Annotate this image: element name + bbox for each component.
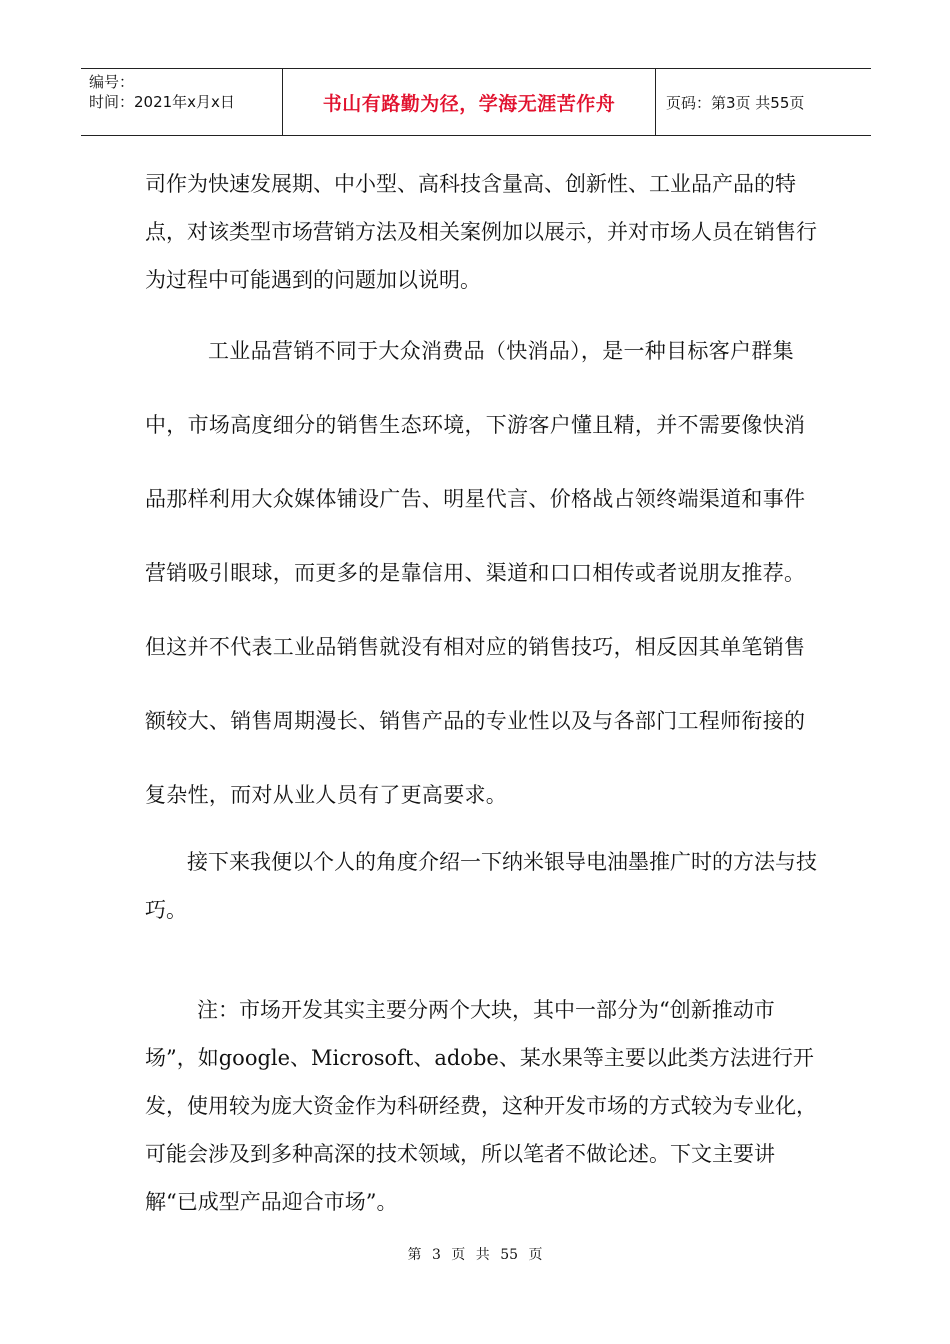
document-date: 时间：2021年x月x日 bbox=[89, 93, 235, 111]
header-motto: 书山有路勤为径，学海无涯苦作舟 bbox=[283, 69, 656, 135]
note-paragraph: 注：市场开发其实主要分两个大块，其中一部分为“创新推动市场”，如google、Microsoft、adobe、某水果等主要以此类方法进行开发，使用较为庞大资金作为科研经费，这种开发市场的方式较为专业化，可能会涉及到多种高深的技术领域，所以笔者不做论述。下文主要讲解“已成型产品迎合市场”。 bbox=[145, 998, 817, 1214]
page-footer: 第 3 页 共 55 页 bbox=[407, 1247, 543, 1263]
header-meta bbox=[81, 69, 283, 135]
document-number-label: 编号： bbox=[89, 73, 135, 91]
header-page-info: 页码：第3页 共55页 bbox=[666, 93, 805, 112]
page-header bbox=[81, 68, 871, 136]
paragraph: 接下来我便以个人的角度介绍一下纳米银导电油墨推广时的方法与技巧。 bbox=[145, 850, 817, 922]
paragraph: 工业品营销不同于大众消费品（快消品），是一种目标客户群集中，市场高度细分的销售生态环境，下游客户懂且精，并不需要像快消品那样利用大众媒体铺设广告、明星代言、价格战占领终端渠道和事件营销吸引眼球，而更多的是靠信用、渠道和口口相传或者说朋友推荐。但这并不代表工业品销售就没有相对应的销售技巧，相反因其单笔销售额较大、销售周期漫长、销售产品的专业性以及与各部门工程师衔接的复杂性，而对从业人员有了更高要求。 bbox=[145, 339, 806, 807]
document-body bbox=[145, 160, 825, 1226]
paragraph: 司作为快速发展期、中小型、高科技含量高、创新性、工业品产品的特点，对该类型市场营销方法及相关案例加以展示，并对市场人员在销售行为过程中可能遇到的问题加以说明。 bbox=[145, 172, 817, 292]
